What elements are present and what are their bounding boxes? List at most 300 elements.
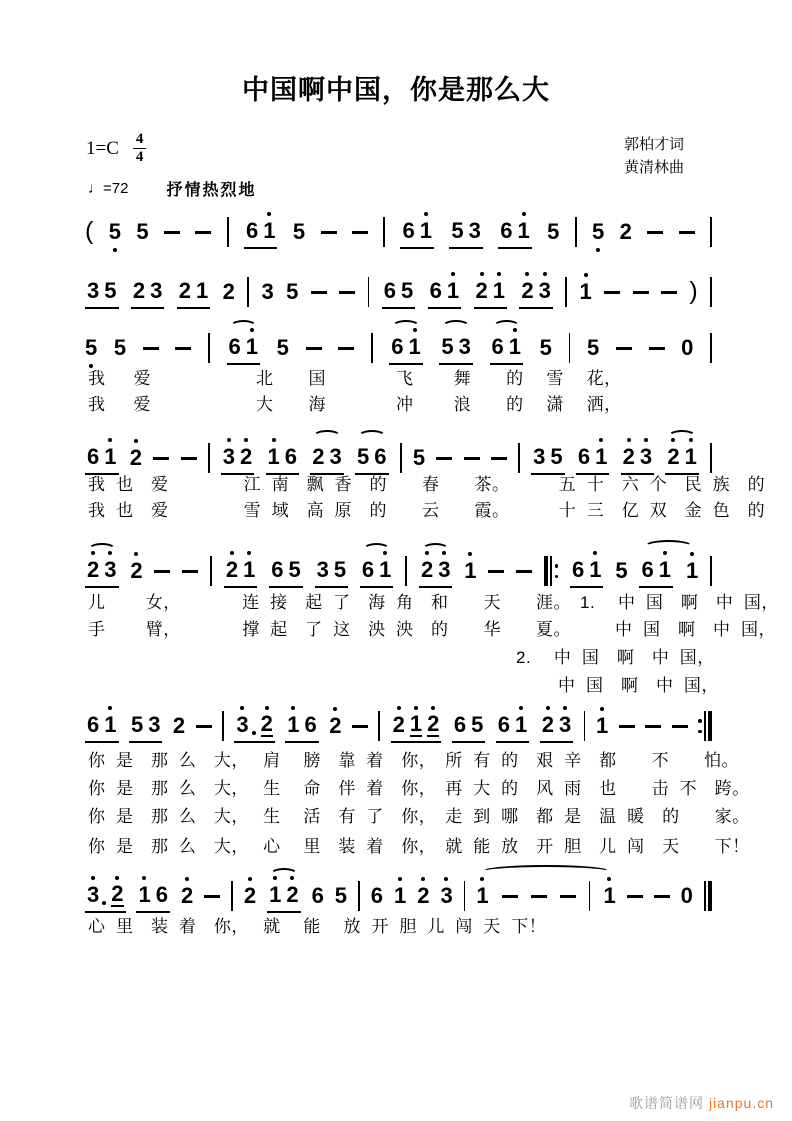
repeat-end-barline [698, 711, 712, 741]
duration-dash [311, 291, 327, 294]
note-number: 5 [292, 219, 306, 244]
note-number: 2 [222, 279, 235, 304]
duration-dash [464, 457, 480, 460]
note-number: 6 [500, 218, 513, 243]
beam-group [85, 880, 126, 913]
octave-dot-above [240, 706, 244, 710]
duration-dash [164, 231, 180, 234]
note-number: 6 [245, 218, 259, 243]
note-number: 3 [236, 712, 249, 737]
note [515, 713, 527, 737]
beam-group [498, 219, 532, 249]
note-number: 2 [541, 712, 554, 737]
note [391, 335, 403, 359]
duration-dash [633, 291, 649, 294]
note [223, 280, 235, 304]
duration-dash [195, 231, 211, 234]
note-number: 1 [492, 278, 506, 303]
note-number: 1 [104, 444, 117, 469]
note-number: 3 [329, 444, 342, 469]
duration-dash [182, 570, 198, 573]
note [130, 446, 142, 470]
key-time-signature [86, 132, 146, 165]
note-number: 3 [222, 444, 236, 469]
duration-dash [661, 291, 677, 294]
duration-dash [306, 347, 322, 350]
duration-dash [196, 725, 212, 728]
note [681, 336, 693, 360]
note [595, 445, 607, 469]
note [104, 713, 116, 737]
lyrics-row: 你 是 那 么 大， 肩 膀 靠 着 你， 所 有 的 艰 辛 都 不 怕。 [88, 751, 740, 770]
octave-dot-above [108, 438, 112, 442]
note-number: 1 [446, 278, 460, 303]
slurred-beam-group [267, 883, 301, 913]
notation-line-5 [85, 549, 712, 593]
octave-dot-above [272, 438, 276, 442]
note [312, 445, 324, 469]
note [330, 445, 342, 469]
beam-group [540, 713, 574, 743]
lyrics-row: 手 臂， 撑 起 了 这 泱 泱 的 华 夏。 中 国 啊 中 国， [88, 620, 776, 639]
note [464, 559, 476, 583]
note-number: 6 [641, 557, 654, 582]
note [285, 445, 297, 469]
tempo-row [88, 177, 256, 200]
octave-dot-above [593, 551, 597, 555]
note-number: 2 [329, 713, 342, 738]
note-number: 2 [417, 883, 430, 908]
note-number: 1 [379, 557, 392, 582]
note [240, 445, 252, 469]
note [393, 713, 405, 737]
note [223, 445, 235, 469]
thick-bar [708, 711, 712, 741]
octave-dot-above [671, 438, 675, 442]
octave-dot-above [425, 551, 429, 555]
note [620, 220, 632, 244]
tied-note-group [639, 556, 698, 586]
octave-dot-above [600, 707, 604, 711]
note [500, 219, 512, 243]
octave-dot-above [383, 551, 387, 555]
note [111, 880, 124, 907]
note-number: 6 [311, 883, 324, 908]
tied-note-group [476, 881, 615, 911]
note [334, 558, 346, 582]
note-number: 2 [619, 219, 632, 244]
note [85, 336, 97, 360]
note-number: 1 [267, 444, 280, 469]
lyrics-row: 儿 女， 连 接 起 了 海 角 和 天 涯。 1. 中 国 啊 中 国， [88, 593, 779, 612]
note [196, 279, 208, 303]
beam-group [85, 713, 119, 743]
note-number: 6 [402, 218, 415, 243]
note [246, 335, 258, 359]
watermark [629, 1093, 774, 1113]
beam-group [639, 558, 673, 588]
note-number: 5 [471, 712, 484, 737]
duration-dash [491, 457, 507, 460]
duration-dash [321, 231, 337, 234]
note-number: 1 [517, 218, 530, 243]
duration-dash [488, 570, 504, 573]
octave-dot-above [230, 551, 234, 555]
note [589, 558, 601, 582]
note-number: 1 [138, 882, 151, 907]
note [596, 714, 608, 738]
octave-dot-above [247, 551, 251, 555]
note [580, 280, 592, 304]
duration-dash [352, 725, 368, 728]
note-number: 1 [595, 444, 608, 469]
duration-dash [339, 291, 355, 294]
note-number: 2 [475, 278, 488, 303]
duration-dash [352, 231, 368, 234]
note [447, 279, 459, 303]
duration-dash [672, 725, 688, 728]
note-number: 3 [316, 557, 329, 582]
note-number: 2 [243, 883, 257, 908]
note-number: 0 [680, 883, 693, 908]
note [271, 558, 283, 582]
note-number: 3 [148, 712, 161, 737]
note [409, 710, 423, 737]
beam-group [269, 558, 303, 588]
note [559, 713, 571, 737]
octave-dot-above [134, 552, 138, 556]
watermark-site-url: jianpu.cn [708, 1095, 774, 1111]
note-number: 6 [87, 712, 100, 737]
note-number: 6 [497, 712, 511, 737]
note [286, 280, 298, 304]
slurred-beam-group [439, 335, 473, 365]
note-number: 1 [684, 444, 697, 469]
lyrics-row: 心 里 装 着 你， 就 能 放 开 胆 儿 闯 天 下！ [88, 917, 547, 936]
note [148, 713, 160, 737]
barline [569, 333, 571, 363]
note-number: 1 [196, 278, 209, 303]
beam-group [519, 279, 553, 309]
note [441, 335, 453, 359]
note [173, 714, 185, 738]
barline [575, 217, 577, 247]
note [236, 713, 255, 737]
beam-group [244, 219, 278, 249]
note [150, 279, 162, 303]
note-number: 6 [304, 712, 317, 737]
note-number: 5 [441, 334, 454, 359]
note-number: 2 [312, 444, 325, 469]
note-number: 1 [658, 557, 671, 582]
octave-dot-above [663, 551, 667, 555]
note-number: 6 [453, 712, 467, 737]
slurred-beam-group [85, 558, 119, 588]
note-number: 1 [409, 710, 423, 736]
note [131, 713, 143, 737]
note [262, 280, 274, 304]
note-number: 1 [464, 558, 477, 583]
barline [358, 881, 360, 911]
octave-dot-above [397, 706, 401, 710]
note [288, 558, 300, 582]
octave-dot-above [546, 706, 550, 710]
thick-bar [708, 881, 712, 911]
barline [710, 217, 712, 247]
augmentation-dot [102, 901, 106, 905]
watermark-site-name: 歌谱简谱网 [629, 1095, 705, 1111]
octave-dot-above [599, 438, 603, 442]
note [243, 558, 255, 582]
note [640, 445, 652, 469]
note-number: 1 [589, 557, 602, 582]
beam-group [400, 219, 434, 249]
note-number: 5 [401, 278, 414, 303]
note [87, 713, 99, 737]
time-signature [133, 132, 147, 165]
beam-group [496, 713, 530, 743]
octave-dot-above [421, 877, 425, 881]
duration-dash [516, 570, 532, 573]
note [451, 219, 463, 243]
note [615, 559, 627, 583]
octave-dot-above [513, 328, 517, 332]
barline [247, 277, 249, 307]
beam-group [85, 279, 119, 309]
slurred-beam-group [227, 335, 261, 365]
octave-dot-above [115, 876, 119, 880]
note-number: 6 [429, 278, 442, 303]
duration-dash [679, 231, 695, 234]
note [293, 220, 305, 244]
beam-group [224, 558, 258, 588]
note-number: 6 [577, 444, 591, 469]
note [430, 279, 442, 303]
augmentation-dot [252, 731, 256, 735]
octave-dot-above [519, 706, 523, 710]
note-number: 1 [243, 557, 256, 582]
note [667, 445, 679, 469]
note-number: 6 [391, 334, 404, 359]
note [379, 558, 391, 582]
note [305, 713, 317, 737]
duration-dash [560, 895, 576, 898]
note-number: 6 [87, 444, 100, 469]
barline [400, 443, 402, 473]
barline [565, 277, 567, 307]
note-number: 6 [271, 557, 284, 582]
duration-dash [645, 725, 661, 728]
beam-group [391, 710, 442, 743]
octave-dot-above [108, 551, 112, 555]
intro-close-paren: ) [689, 276, 698, 305]
note-number: 5 [276, 335, 289, 360]
note-number: 6 [361, 557, 375, 582]
note [539, 279, 551, 303]
thin-bar [704, 711, 706, 741]
note-number: 3 [87, 278, 100, 303]
lyrics-row: 你 是 那 么 大， 生 命 伴 着 你， 再 大 的 风 雨 也 击 不 跨。 [88, 779, 750, 798]
note-number: 2 [622, 444, 635, 469]
note [493, 279, 505, 303]
note [440, 884, 452, 908]
note [362, 558, 374, 582]
note [578, 445, 590, 469]
note [459, 335, 471, 359]
barline [222, 711, 224, 741]
notation-line-1 [85, 210, 712, 254]
octave-dot-above [468, 552, 472, 556]
thick-bar [544, 556, 548, 586]
note [603, 884, 615, 908]
note [114, 336, 126, 360]
note [133, 279, 145, 303]
note [277, 336, 289, 360]
octave-dot-above [584, 273, 588, 277]
note-number: 1 [515, 712, 528, 737]
note-number: 2 [130, 558, 143, 583]
octave-dot-above [142, 876, 146, 880]
note [374, 445, 386, 469]
duration-dash [627, 895, 643, 898]
note-number: 5 [288, 557, 301, 582]
note [357, 445, 369, 469]
note-number: 6 [370, 883, 384, 908]
note-number: 1 [408, 334, 421, 359]
octave-dot-above [690, 552, 694, 556]
note [246, 219, 258, 243]
note-number: 6 [374, 444, 387, 469]
note [87, 883, 106, 907]
octave-dot-above [108, 706, 112, 710]
octave-dot-above [291, 706, 295, 710]
barline [208, 443, 210, 473]
credits [624, 133, 684, 179]
note [469, 219, 481, 243]
octave-dot-above [451, 272, 455, 276]
octave-dot-above [91, 551, 95, 555]
note [130, 559, 142, 583]
beam-group [452, 713, 486, 743]
octave-dot-above [185, 877, 189, 881]
beam-group [474, 279, 508, 309]
octave-dot-above [290, 876, 294, 880]
thin-bar [550, 556, 552, 586]
note [286, 883, 298, 907]
note-number: 5 [85, 335, 98, 360]
note-number: 3 [468, 218, 481, 243]
lyrics-row: 你 是 那 么 大， 心 里 装 着 你， 就 能 放 开 胆 儿 闯 天 下！ [88, 837, 750, 856]
note-number: 1 [394, 883, 407, 908]
repeat-start-barline [544, 556, 558, 586]
duration-dash [181, 457, 197, 460]
note-number: 2 [225, 557, 239, 582]
barline [584, 711, 586, 741]
note-number: 2 [667, 444, 680, 469]
beam-group [449, 219, 483, 249]
barline [378, 711, 380, 741]
note [87, 279, 99, 303]
octave-dot-above [497, 272, 501, 276]
note [572, 558, 584, 582]
octave-dot-above [398, 877, 402, 881]
octave-dot-above [644, 438, 648, 442]
beam-group [177, 279, 211, 309]
note-number: 2 [521, 278, 534, 303]
note [394, 884, 406, 908]
note [263, 219, 275, 243]
duration-dash [531, 895, 547, 898]
note-number: 3 [104, 557, 117, 582]
time-signature-denominator: 4 [135, 149, 144, 165]
note-number: 3 [440, 883, 453, 908]
duration-dash [502, 895, 518, 898]
note [329, 714, 341, 738]
note [335, 884, 347, 908]
note-number: 3 [261, 279, 274, 304]
barline [710, 277, 712, 307]
slurred-beam-group [419, 558, 453, 588]
note [409, 335, 421, 359]
octave-dot-above [431, 706, 435, 710]
octave-dot-below [596, 248, 600, 252]
note [420, 219, 432, 243]
note [402, 219, 414, 243]
note [518, 219, 530, 243]
duration-dash [647, 231, 663, 234]
note-number: 1 [579, 279, 592, 304]
octave-dot-above [543, 272, 547, 276]
note [540, 336, 552, 360]
octave-dot-above [627, 438, 631, 442]
note-number: 0 [681, 335, 694, 360]
note-number: 3 [458, 334, 471, 359]
note-number: 1 [685, 558, 699, 583]
note-number: 2 [427, 710, 440, 736]
duration-dash [154, 570, 170, 573]
note-number: 2 [172, 713, 186, 738]
note-number: 3 [533, 444, 546, 469]
note [312, 884, 324, 908]
note [492, 335, 504, 359]
octave-dot-above [91, 876, 95, 880]
note [181, 884, 193, 908]
duration-dash [436, 457, 452, 460]
note [659, 558, 671, 582]
intro-open-paren: ( [85, 216, 94, 245]
note [438, 558, 450, 582]
note-number: 5 [615, 558, 628, 583]
time-signature-numerator: 4 [133, 132, 147, 149]
note [592, 220, 604, 244]
beam-group [285, 713, 319, 743]
lyrics-row-verse-2: 2. 中 国 啊 中 国， [516, 648, 715, 667]
note [87, 445, 99, 469]
note-number: 2 [240, 444, 253, 469]
beam-group [129, 713, 163, 743]
lyrics-row: 我 也 爱 江 南 飘 香 的 春 茶。 五 十 六 个 民 族 的 [88, 475, 766, 494]
note [269, 883, 281, 907]
octave-dot-above [413, 328, 417, 332]
note [498, 713, 510, 737]
final-barline [704, 881, 712, 911]
octave-dot-above [689, 438, 693, 442]
octave-dot-above [244, 438, 248, 442]
notation-line-6 [85, 704, 712, 748]
barline [383, 217, 385, 247]
beam-group [234, 710, 275, 743]
note [686, 559, 698, 583]
